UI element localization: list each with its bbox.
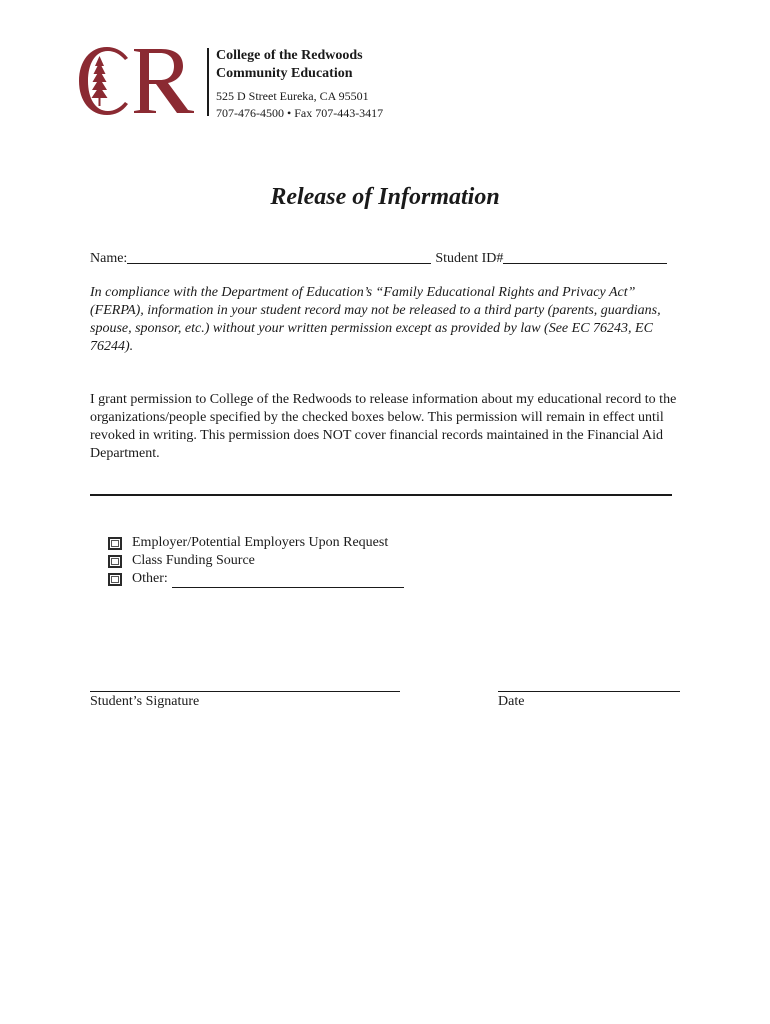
grant-statement: I grant permission to College of the Redwoods to release information about my educational record to the organizations/people specified by the checked boxes below. This permission will remain in effect until revoked in writing. This permission does NOT cover financial records maintained in the Financial Aid Department. — [90, 392, 677, 461]
option-employer — [108, 534, 404, 552]
organization-field[interactable] — [90, 494, 672, 496]
name-field[interactable] — [127, 249, 431, 264]
option-label: Class Funding Source — [132, 553, 255, 568]
release-options — [108, 534, 404, 588]
student-id-label: Student ID# — [435, 251, 504, 266]
employer-checkbox[interactable] — [108, 537, 122, 550]
other-field[interactable] — [172, 573, 404, 588]
org-name: College of the Redwoods — [216, 48, 363, 63]
header-info — [216, 47, 383, 122]
college-logo — [76, 44, 202, 118]
department-name: Community Education — [216, 66, 353, 81]
funding-checkbox[interactable] — [108, 555, 122, 568]
option-funding — [108, 552, 404, 570]
address: 525 D Street Eureka, CA 95501 — [216, 89, 369, 103]
date-field[interactable] — [498, 691, 680, 692]
other-checkbox[interactable] — [108, 573, 122, 586]
contact-info: 707-476-4500 • Fax 707-443-3417 — [216, 106, 384, 120]
student-id-field[interactable] — [503, 249, 667, 264]
option-other — [108, 570, 404, 588]
option-label: Other: — [132, 571, 168, 586]
date-label: Date — [498, 694, 525, 709]
signature-label: Student’s Signature — [90, 694, 200, 709]
ferpa-notice: In compliance with the Department of Education’s “Family Educational Rights and Privacy Act” (FERPA), information in your student record may not be released to a third party (parents, guardians, spouse, sponsor, etc.) without your written permission except as provided by law (See EC 76243, EC 76244). — [90, 285, 661, 354]
header-divider — [207, 48, 209, 116]
signature-field[interactable] — [90, 691, 400, 692]
name-row — [90, 249, 667, 267]
name-label: Name: — [90, 251, 128, 266]
option-label: Employer/Potential Employers Upon Request — [132, 535, 389, 550]
page-title: Release of Information — [270, 184, 500, 210]
